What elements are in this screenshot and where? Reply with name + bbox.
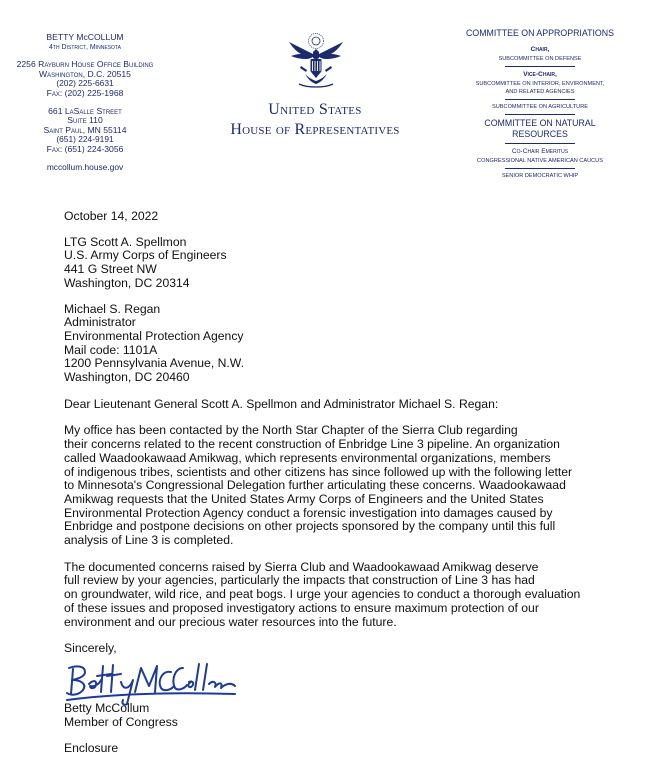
enclosure-note: Enclosure <box>64 741 119 756</box>
address-line: U.S. Army Corps of Engineers <box>64 248 227 263</box>
paragraph-line: full review by your agencies, particularly the impacts that construction of Line 3 has had <box>64 573 535 588</box>
divider <box>505 114 575 115</box>
agriculture-subcommittee: SUBCOMMITTEE ON AGRICULTURE <box>492 104 588 110</box>
mn-office-street: 661 LaSalle Street <box>48 105 122 116</box>
paragraph-line: Amikwag requests that the United States Army Corps of Engineers and the United States <box>64 491 544 506</box>
divider <box>505 168 575 169</box>
member-district: 4th District, Minnesota <box>49 43 121 51</box>
address-line: Environmental Protection Agency <box>64 328 244 343</box>
house-title-line1: United States <box>268 101 362 118</box>
divider <box>505 143 575 144</box>
paragraph-line: their concerns related to the recent construction of Enbridge Line 3 pipeline. An organization <box>64 437 560 452</box>
mn-office-phone: (651) 224-9191 <box>56 134 114 145</box>
divider <box>505 99 575 100</box>
handwritten-signature <box>63 660 238 706</box>
address-line: Washington, DC 20460 <box>64 370 190 385</box>
mn-office-city: Saint Paul, MN 55114 <box>43 124 127 135</box>
dc-office-address: 2256 Rayburn House Office Building <box>16 59 154 70</box>
paragraph-1 <box>64 424 624 547</box>
paragraph-line: of these issues and proposed investigatory actions to ensure maximum protection of our <box>64 600 539 615</box>
dc-office-fax: Fax: (202) 225-1968 <box>46 87 124 98</box>
recipient-address-2 <box>64 303 624 385</box>
paragraph-line: environment and our precious water resources into the future. <box>64 614 397 629</box>
closing: Sincerely, <box>64 641 117 656</box>
paragraph-line: The documented concerns raised by Sierra Club and Waadookawaad Amikwag deserve <box>64 559 539 574</box>
letter-date: October 14, 2022 <box>64 209 159 223</box>
senior-whip: SENIOR DEMOCRATIC WHIP <box>501 173 579 179</box>
member-info-block <box>0 33 170 172</box>
member-website: mccollum.house.gov <box>46 161 124 172</box>
committee-natural-resources-line2: RESOURCES <box>512 129 568 139</box>
address-line: LTG Scott A. Spellmon <box>64 234 187 249</box>
paragraph-line: called Waadookawaad Amikwag, which represents environmental organizations, members <box>64 450 551 465</box>
address-line: 441 G Street NW <box>64 262 157 277</box>
paragraph-2 <box>64 561 624 630</box>
chair-title: Chair, <box>530 46 550 53</box>
member-name: BETTY McCOLLUM <box>46 32 124 42</box>
committee-appropriations: COMMITTEE ON APPROPRIATIONS <box>466 28 614 38</box>
mn-office-suite: Suite 110 <box>67 115 103 126</box>
address-line: Administrator <box>64 315 136 330</box>
address-line: Washington, DC 20314 <box>64 275 190 290</box>
dc-office-city: Washington, D.C. 20515 <box>39 68 131 79</box>
vice-chair-subcommittee-line2: AND RELATED AGENCIES <box>505 89 575 95</box>
vice-chair-subcommittee-line1: SUBCOMMITTEE ON INTERIOR, ENVIRONMENT, <box>475 81 605 87</box>
address-line: Mail code: 1101A <box>64 342 158 357</box>
signer-title: Member of Congress <box>64 714 178 729</box>
address-line: Michael S. Regan <box>64 301 161 316</box>
house-title-line2: House of Representatives <box>230 121 400 138</box>
salutation: Dear Lieutenant General Scott A. Spellmon and Administrator Michael S. Regan: <box>64 396 499 411</box>
committee-natural-resources-line1: COMMITTEE ON NATURAL <box>484 118 596 128</box>
signer-name: Betty McCollum <box>64 700 150 715</box>
paragraph-line: analysis of Line 3 is completed. <box>64 533 234 548</box>
paragraph-line: of indigenous tribes, scientists and other citizens has since followed up with the following letter <box>64 464 573 479</box>
mn-office-fax: Fax: (651) 224-3056 <box>46 143 124 154</box>
recipient-address-1 <box>64 236 624 291</box>
paragraph-line: on groundwater, wild rice, and peat bogs. I urge your agencies to conduct a thorough evaluation <box>64 587 581 602</box>
cochair-caucus: CONGRESSIONAL NATIVE AMERICAN CAUCUS <box>477 158 603 164</box>
address-line: 1200 Pennsylvania Avenue, N.W. <box>64 356 244 371</box>
paragraph-line: My office has been contacted by the North Star Chapter of the Sierra Club regarding <box>64 423 518 438</box>
paragraph-line: Enbridge and postpone decisions on other projects sponsored by the company until this full <box>64 519 556 534</box>
committee-block <box>465 28 615 180</box>
dc-office-phone: (202) 225-6631 <box>56 78 114 89</box>
divider <box>505 66 575 67</box>
cochair-title: Co-Chair Emeritus <box>511 148 569 155</box>
paragraph-line: Environmental Protection Agency conduct a forensic investigation into damages caused by <box>64 505 553 520</box>
vice-chair-title: Vice-Chair, <box>523 71 557 78</box>
chair-subcommittee: SUBCOMMITTEE ON DEFENSE <box>498 56 582 62</box>
house-seal-eagle-icon <box>287 32 345 94</box>
house-title <box>215 100 415 140</box>
paragraph-line: to Minnesota's Congressional Delegation further articulating these concerns. Waadookawaad <box>64 478 566 493</box>
